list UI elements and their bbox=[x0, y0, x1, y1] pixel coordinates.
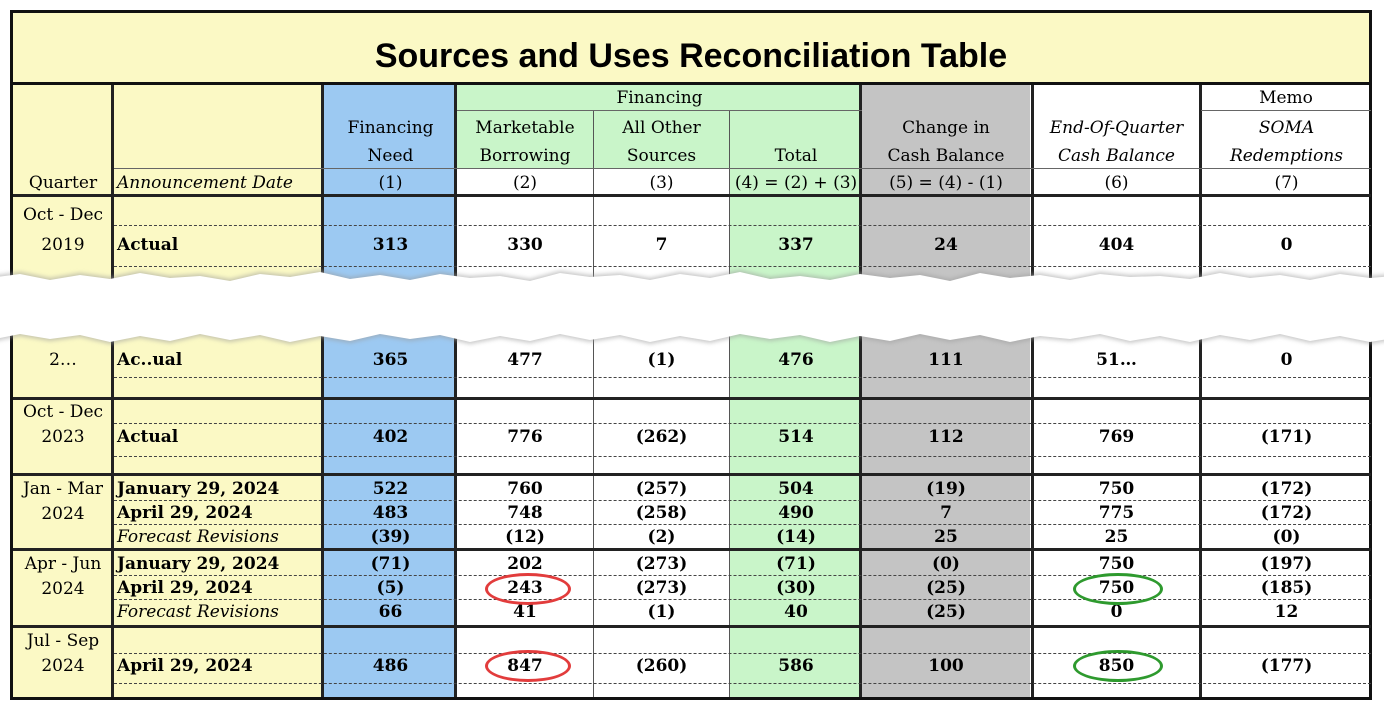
row-value: 24 bbox=[934, 235, 958, 255]
row-value: 850 bbox=[1098, 656, 1135, 676]
row-value: (2) bbox=[647, 527, 676, 547]
quarter-label: Jul - Sep bbox=[26, 631, 100, 651]
row-value: (25) bbox=[926, 578, 966, 598]
row-value: 40 bbox=[784, 602, 808, 622]
col-number-1: (1) bbox=[378, 173, 403, 193]
table-title: Sources and Uses Reconciliation Table bbox=[374, 37, 1008, 75]
total-header: Total bbox=[774, 146, 818, 166]
highlight-oval-green bbox=[1073, 650, 1163, 682]
other-sources-header-1: All Other bbox=[622, 118, 701, 138]
row-value: 7 bbox=[655, 235, 668, 255]
row-value: 760 bbox=[507, 479, 543, 499]
row-label: April 29, 2024 bbox=[117, 578, 253, 598]
col-number-5: (5) = (4) - (1) bbox=[889, 173, 1003, 193]
row-value: (273) bbox=[635, 554, 688, 574]
eoq-cash-header-1: End-Of-Quarter bbox=[1049, 118, 1184, 138]
row-value: 486 bbox=[372, 656, 409, 676]
row-value: 202 bbox=[507, 554, 543, 574]
row-label: Actual bbox=[117, 235, 179, 255]
row-value: 111 bbox=[928, 350, 964, 370]
row-value: 514 bbox=[778, 427, 814, 447]
row-value: 402 bbox=[372, 427, 409, 447]
financing-need-header-2: Need bbox=[367, 146, 414, 166]
col-number-2: (2) bbox=[512, 173, 538, 193]
row-label: Ac..ual bbox=[117, 350, 183, 370]
row-value: (171) bbox=[1260, 427, 1313, 447]
row-value: (0) bbox=[932, 554, 960, 574]
quarter-year: 2019 bbox=[41, 235, 85, 255]
quarter-label: Jan - Mar bbox=[22, 479, 104, 499]
highlight-oval-red bbox=[485, 650, 571, 682]
row-value: (0) bbox=[1272, 527, 1301, 547]
quarter-label: Oct - Dec bbox=[22, 402, 104, 422]
table-title-bar bbox=[13, 13, 1369, 85]
financing-need-header-1: Financing bbox=[347, 118, 434, 138]
row-label: January 29, 2024 bbox=[117, 479, 280, 499]
row-value: 504 bbox=[778, 479, 814, 499]
row-value: (1) bbox=[647, 602, 676, 622]
marketable-header-1: Marketable bbox=[475, 118, 575, 138]
change-cash-header-1: Change in bbox=[902, 118, 990, 138]
row-value: 25 bbox=[934, 527, 958, 547]
row-value: 483 bbox=[372, 503, 409, 523]
row-label: April 29, 2024 bbox=[117, 656, 253, 676]
reconciliation-table bbox=[10, 10, 1372, 700]
row-value: 775 bbox=[1098, 503, 1135, 523]
row-value: (30) bbox=[776, 578, 816, 598]
row-label: Actual bbox=[117, 427, 179, 447]
row-value: 476 bbox=[778, 350, 814, 370]
quarter-year: 2024 bbox=[41, 579, 85, 599]
row-value: (172) bbox=[1260, 503, 1313, 523]
row-value: (25) bbox=[926, 602, 966, 622]
quarter-year: 2024 bbox=[41, 656, 85, 676]
change-cash-header-2: Cash Balance bbox=[887, 146, 1005, 166]
row-value: (260) bbox=[635, 656, 688, 676]
row-value: 0 bbox=[1280, 350, 1293, 370]
financing-group-header: Financing bbox=[616, 88, 703, 108]
row-value: 66 bbox=[378, 602, 403, 622]
row-value: 365 bbox=[372, 350, 409, 370]
highlight-oval-green bbox=[1073, 573, 1163, 605]
row-value: 477 bbox=[507, 350, 543, 370]
row-value: 330 bbox=[507, 235, 543, 255]
row-value: 769 bbox=[1098, 427, 1135, 447]
row-value: (71) bbox=[370, 554, 411, 574]
row-value: 586 bbox=[778, 656, 814, 676]
row-value: 243 bbox=[507, 578, 543, 598]
row-value: (39) bbox=[370, 527, 411, 547]
row-value: (258) bbox=[635, 503, 688, 523]
row-value: (257) bbox=[635, 479, 688, 499]
row-value: 12 bbox=[1274, 602, 1299, 622]
marketable-header-2: Borrowing bbox=[479, 146, 571, 166]
row-value: (273) bbox=[635, 578, 688, 598]
quarter-label: Oct - Dec bbox=[22, 205, 104, 225]
row-value: 313 bbox=[372, 235, 409, 255]
row-value: (185) bbox=[1260, 578, 1313, 598]
quarter-header: Quarter bbox=[28, 173, 98, 193]
row-value: 776 bbox=[507, 427, 543, 447]
row-value: 750 bbox=[1098, 578, 1135, 598]
row-value: (197) bbox=[1260, 554, 1313, 574]
row-value: (177) bbox=[1260, 656, 1313, 676]
col-number-3: (3) bbox=[649, 173, 674, 193]
col-number-7: (7) bbox=[1274, 173, 1299, 193]
row-value: (71) bbox=[776, 554, 816, 574]
quarter-label: 2… bbox=[49, 350, 77, 370]
row-value: (262) bbox=[635, 427, 688, 447]
row-value: 25 bbox=[1104, 527, 1129, 547]
row-value: 847 bbox=[507, 656, 543, 676]
quarter-year: 2023 bbox=[41, 427, 85, 447]
row-value: (172) bbox=[1260, 479, 1313, 499]
row-value: (12) bbox=[505, 527, 545, 547]
row-value: (19) bbox=[926, 479, 966, 499]
soma-header-1: SOMA bbox=[1258, 118, 1315, 138]
memo-group-header: Memo bbox=[1259, 88, 1313, 108]
col-number-6: (6) bbox=[1104, 173, 1129, 193]
row-value: 51… bbox=[1096, 350, 1137, 370]
quarter-year: 2024 bbox=[41, 504, 85, 524]
torn-paper-gap bbox=[0, 264, 1384, 354]
row-value: 7 bbox=[940, 503, 952, 523]
row-value: 750 bbox=[1098, 479, 1135, 499]
row-value: (5) bbox=[376, 578, 405, 598]
row-value: 337 bbox=[778, 235, 814, 255]
row-value: (14) bbox=[776, 527, 816, 547]
announcement-header: Announcement Date bbox=[117, 173, 293, 193]
row-label: April 29, 2024 bbox=[117, 503, 253, 523]
row-value: 100 bbox=[928, 656, 964, 676]
highlight-oval-red bbox=[485, 573, 571, 605]
quarter-label: Apr - Jun bbox=[24, 554, 102, 574]
row-value: 404 bbox=[1098, 235, 1135, 255]
col-number-4: (4) = (2) + (3) bbox=[734, 173, 858, 193]
row-value: 41 bbox=[513, 602, 537, 622]
row-value: 0 bbox=[1280, 235, 1293, 255]
row-value: 112 bbox=[928, 427, 964, 447]
row-value: (1) bbox=[647, 350, 676, 370]
row-value: 748 bbox=[507, 503, 543, 523]
row-value: 750 bbox=[1098, 554, 1135, 574]
row-value: 522 bbox=[372, 479, 409, 499]
row-label: January 29, 2024 bbox=[117, 554, 280, 574]
row-label: Forecast Revisions bbox=[117, 527, 279, 547]
other-sources-header-2: Sources bbox=[626, 146, 697, 166]
row-label: Forecast Revisions bbox=[117, 602, 279, 622]
row-value: 0 bbox=[1110, 602, 1123, 622]
eoq-cash-header-2: Cash Balance bbox=[1058, 146, 1175, 166]
soma-header-2: Redemptions bbox=[1230, 146, 1343, 166]
row-value: 490 bbox=[778, 503, 814, 523]
